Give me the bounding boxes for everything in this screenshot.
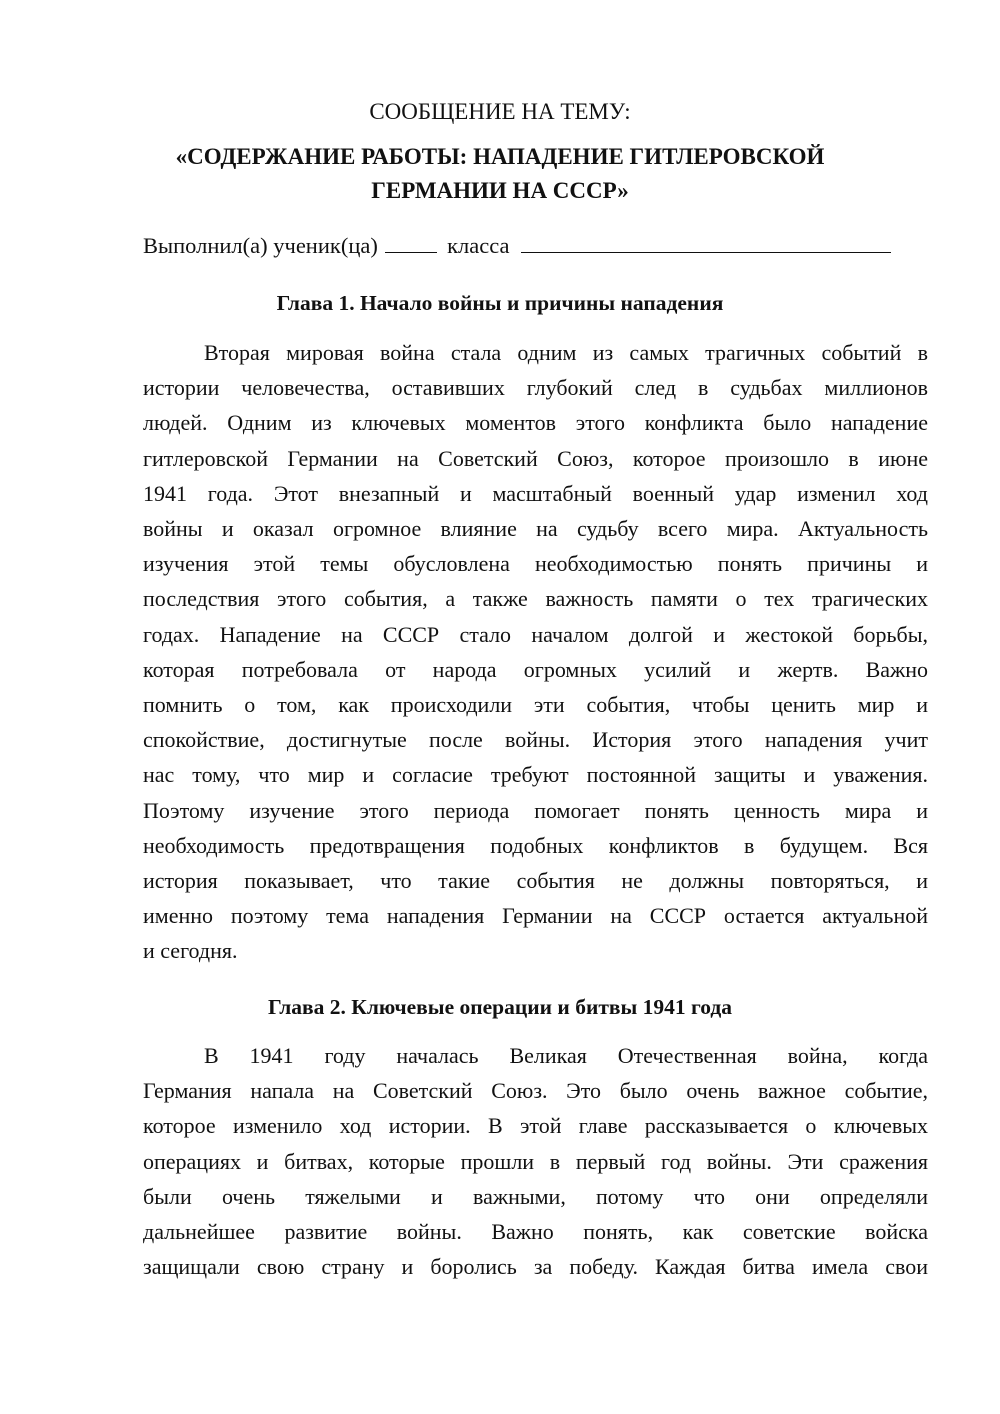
- chapter-2-heading: Глава 2. Ключевые операции и битвы 1941 года: [267, 995, 733, 1019]
- paragraph-line: войны и оказал огромное влияние на судьбу всего мира. Актуальность: [143, 516, 928, 541]
- paragraph-line: изучения этой темы обусловлена необходимостью понять причины и: [143, 551, 928, 577]
- paragraph-line: Вторая мировая война стала одним из самых трагичных событий в: [204, 340, 928, 365]
- paragraph-line: 1941 года. Этот внезапный и масштабный военный удар изменил ход: [143, 480, 928, 506]
- paragraph-line: В 1941 году началась Великая Отечественная война, когда: [204, 1043, 928, 1068]
- performed-by-label: Выполнил(а) ученик(ца): [143, 233, 378, 258]
- paragraph-line: и сегодня.: [143, 938, 238, 964]
- paragraph-line: которая потребовала от народа огромных усилий и жертв. Важно: [143, 656, 928, 682]
- paragraph-line: истории человечества, оставивших глубокий след в судьбах миллионов: [143, 375, 928, 401]
- paragraph-line: годах. Нападение на СССР стало началом долгой и жестокой борьбы,: [143, 621, 928, 647]
- paragraph-line: гитлеровской Германии на Советский Союз, которое произошло в июне: [143, 445, 928, 471]
- class-label: класса: [447, 233, 510, 258]
- paragraph-line: людей. Одним из ключевых моментов этого конфликта было нападение: [143, 410, 928, 436]
- document-title-line-1: «СОДЕРЖАНИЕ РАБОТЫ: НАПАДЕНИЕ ГИТЛЕРОВСКОЙ: [175, 144, 825, 169]
- paragraph-line: операциях и битвах, которые прошли в первый год войны. Эти сражения: [143, 1148, 928, 1174]
- paragraph-line: именно поэтому тема нападения Германии на СССР остается актуальной: [143, 903, 928, 929]
- paragraph-line: история показывает, что такие события не должны повторяться, и: [143, 868, 928, 893]
- paragraph-line: которое изменило ход истории. В этой главе рассказывается о ключевых: [143, 1113, 928, 1139]
- class-name-blank: [521, 230, 891, 253]
- paragraph-line: Германия напала на Советский Союз. Это было очень важное событие,: [143, 1078, 928, 1104]
- document-title-line-2: ГЕРМАНИИ НА СССР»: [371, 178, 629, 203]
- grade-blank: [385, 230, 437, 253]
- document-subject: СООБЩЕНИЕ НА ТЕМУ:: [369, 99, 631, 124]
- chapter-1-heading: Глава 1. Начало войны и причины нападения: [276, 291, 724, 315]
- paragraph-line: дальнейшее развитие войны. Важно понять, как советские войска: [143, 1219, 928, 1244]
- author-line: [143, 229, 933, 263]
- paragraph-line: спокойствие, достигнутые после войны. История этого нападения учит: [143, 727, 928, 753]
- paragraph-line: необходимость предотвращения подобных конфликтов в будущем. Вся: [143, 832, 928, 858]
- paragraph-line: Поэтому изучение этого периода помогает понять ценность мира и: [143, 797, 928, 823]
- paragraph-line: защищали свою страну и боролись за победу. Каждая битва имела свои: [143, 1254, 928, 1280]
- paragraph-line: последствия этого события, а также важность памяти о тех трагических: [143, 586, 928, 612]
- paragraph-line: были очень тяжелыми и важными, потому что они определяли: [143, 1183, 928, 1209]
- paragraph-line: помнить о том, как происходили эти события, чтобы ценить мир и: [143, 692, 928, 717]
- paragraph-line: нас тому, что мир и согласие требуют постоянной защиты и уважения.: [143, 762, 928, 788]
